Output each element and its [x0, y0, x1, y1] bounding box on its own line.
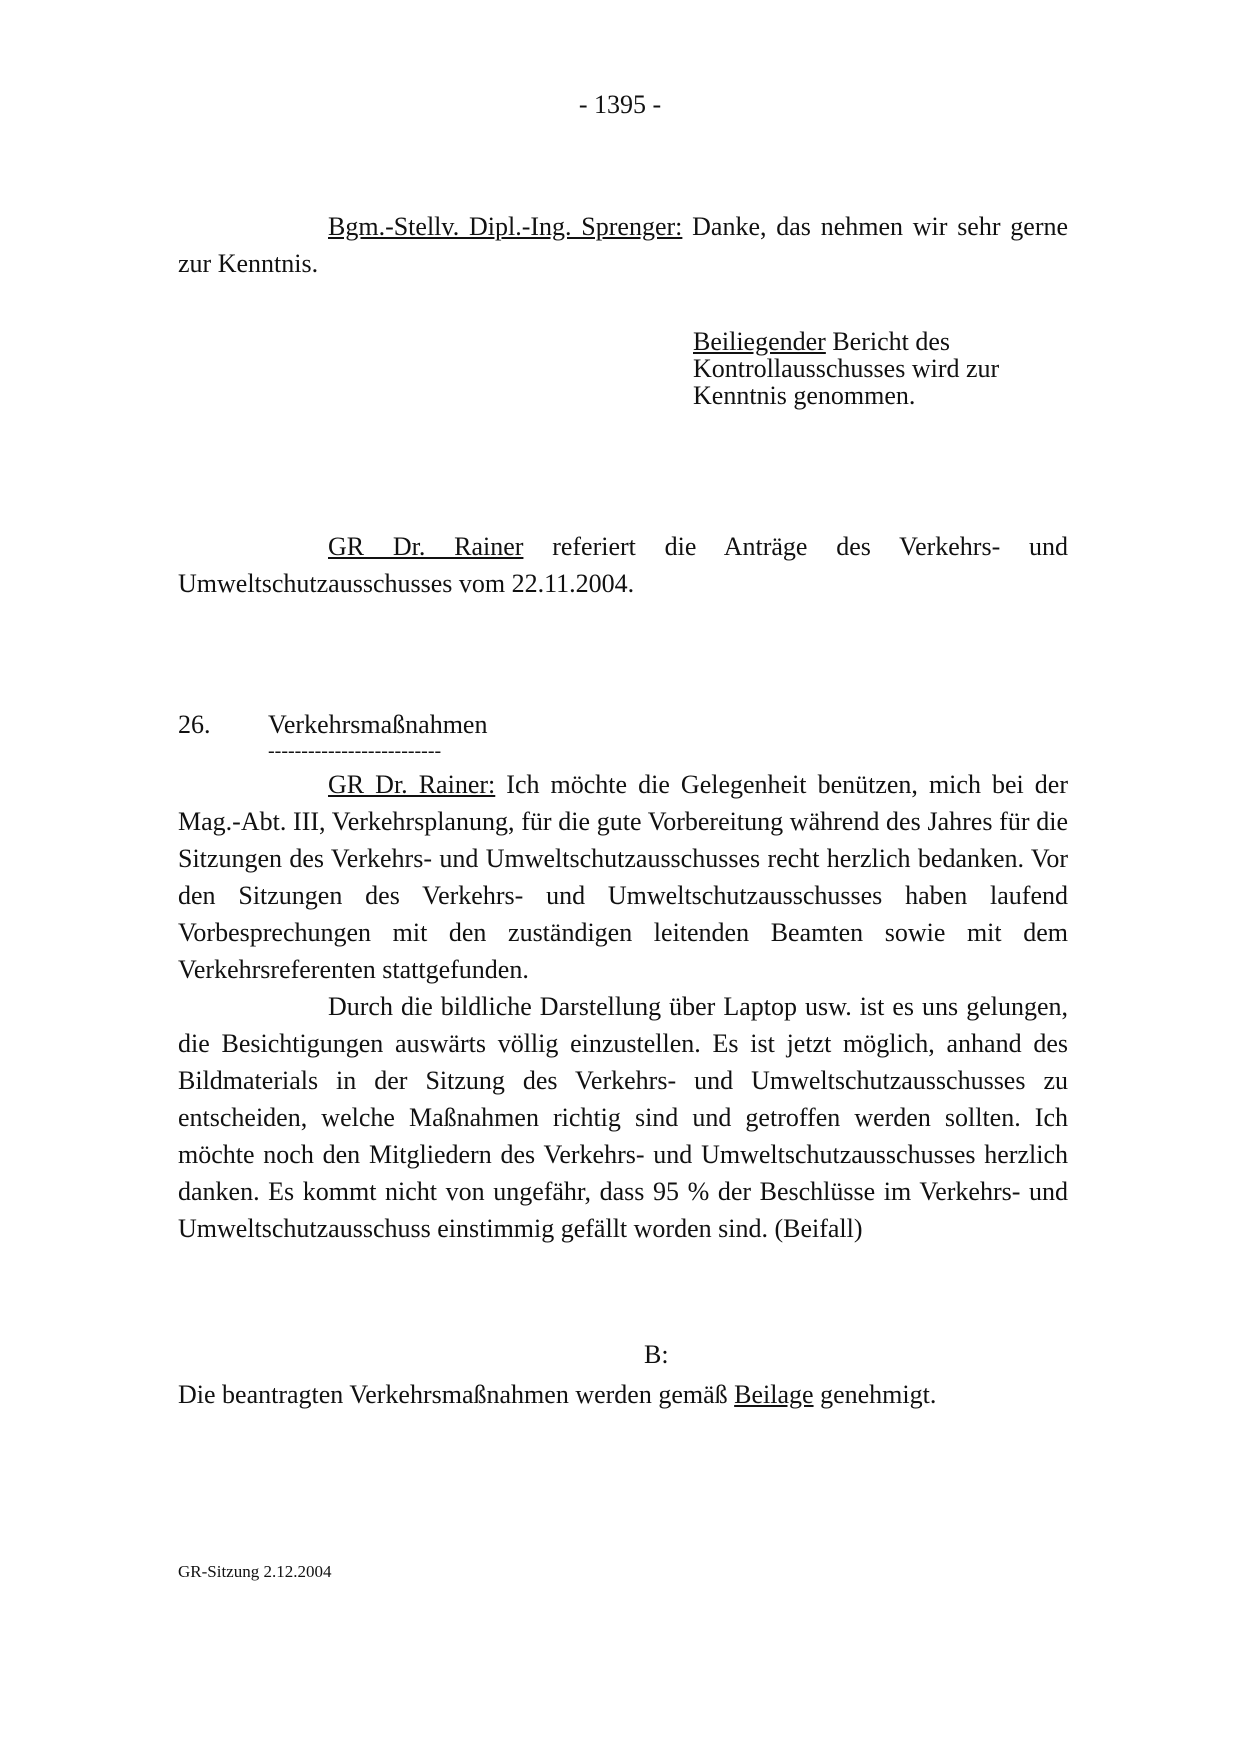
agenda-item-title: Verkehrsmaßnahmen: [268, 710, 488, 739]
speaker-rainer-speech: GR Dr. Rainer:: [328, 770, 496, 799]
agenda-item-heading: [178, 710, 487, 740]
speaker-rainer: GR Dr. Rainer: [328, 532, 524, 561]
decision-text: [178, 1380, 936, 1410]
resolution-note-text: Bericht des Kontrollausschusses wird zur Kenntnis genommen.: [693, 327, 1000, 410]
decision-text-before: Die beantragten Verkehrsmaßnahmen werden gemäß: [178, 1380, 735, 1409]
decision-label: B:: [644, 1340, 669, 1369]
rainer-report-statement: [178, 528, 1068, 602]
rainer-speech: [178, 766, 1068, 1247]
sprenger-statement: [178, 208, 1068, 282]
agenda-item-underline: --------------------------: [268, 740, 442, 762]
attachment-link: Beilage: [734, 1380, 814, 1409]
sprenger-text: Danke, das nehmen wir sehr gerne zur Kenntnis.: [178, 212, 1069, 278]
speech-paragraph-2: Durch die bildliche Darstellung über Laptop usw. ist es uns gelungen, die Besichtigungen auswärts völlig einzustellen. Es ist jetzt möglich, anhand des Bildmaterials in der Sitzung des Verkehrs- und Umweltschutzausschusses zu entscheiden, welche Maßnahmen richtig sind und getroffen werden sollten. Ich möchte noch den Mitgliedern des Verkehrs- und Umweltschutzausschusses herzlich danken. Es kommt nicht von ungefähr, dass 95 % der Beschlüsse im Verkehrs- und Umweltschutzausschuss einstimmig gefällt worden sind. (Beifall): [178, 992, 1068, 1243]
agenda-item-number: 26.: [178, 710, 211, 739]
page-number: - 1395 -: [578, 90, 662, 119]
decision-text-after: genehmigt.: [813, 1380, 937, 1409]
rainer-report-text: referiert die Anträge des Verkehrs- und Umweltschutzausschusses vom 22.11.2004.: [178, 532, 1068, 598]
speaker-sprenger: Bgm.-Stellv. Dipl.-Ing. Sprenger:: [328, 212, 683, 241]
attachment-reference: Beiliegender: [693, 327, 826, 356]
speech-paragraph-1: [178, 766, 1068, 988]
footer-session-date: GR-Sitzung 2.12.2004: [178, 1562, 332, 1581]
speech-paragraph-1-text: Ich möchte die Gelegenheit benützen, mich bei der Mag.-Abt. III, Verkehrsplanung, für die gute Vorbereitung während des Jahres für die Sitzungen des Verkehrs- und Umweltschutzausschusses recht herzlich bedanken. Vor den Sitzungen des Verkehrs- und Umweltschutzausschusses haben laufend Vorbesprechungen mit den zuständigen leitenden Beamten sowie mit dem Verkehrsreferenten stattgefunden.: [178, 770, 1069, 984]
resolution-note: [693, 328, 1078, 409]
